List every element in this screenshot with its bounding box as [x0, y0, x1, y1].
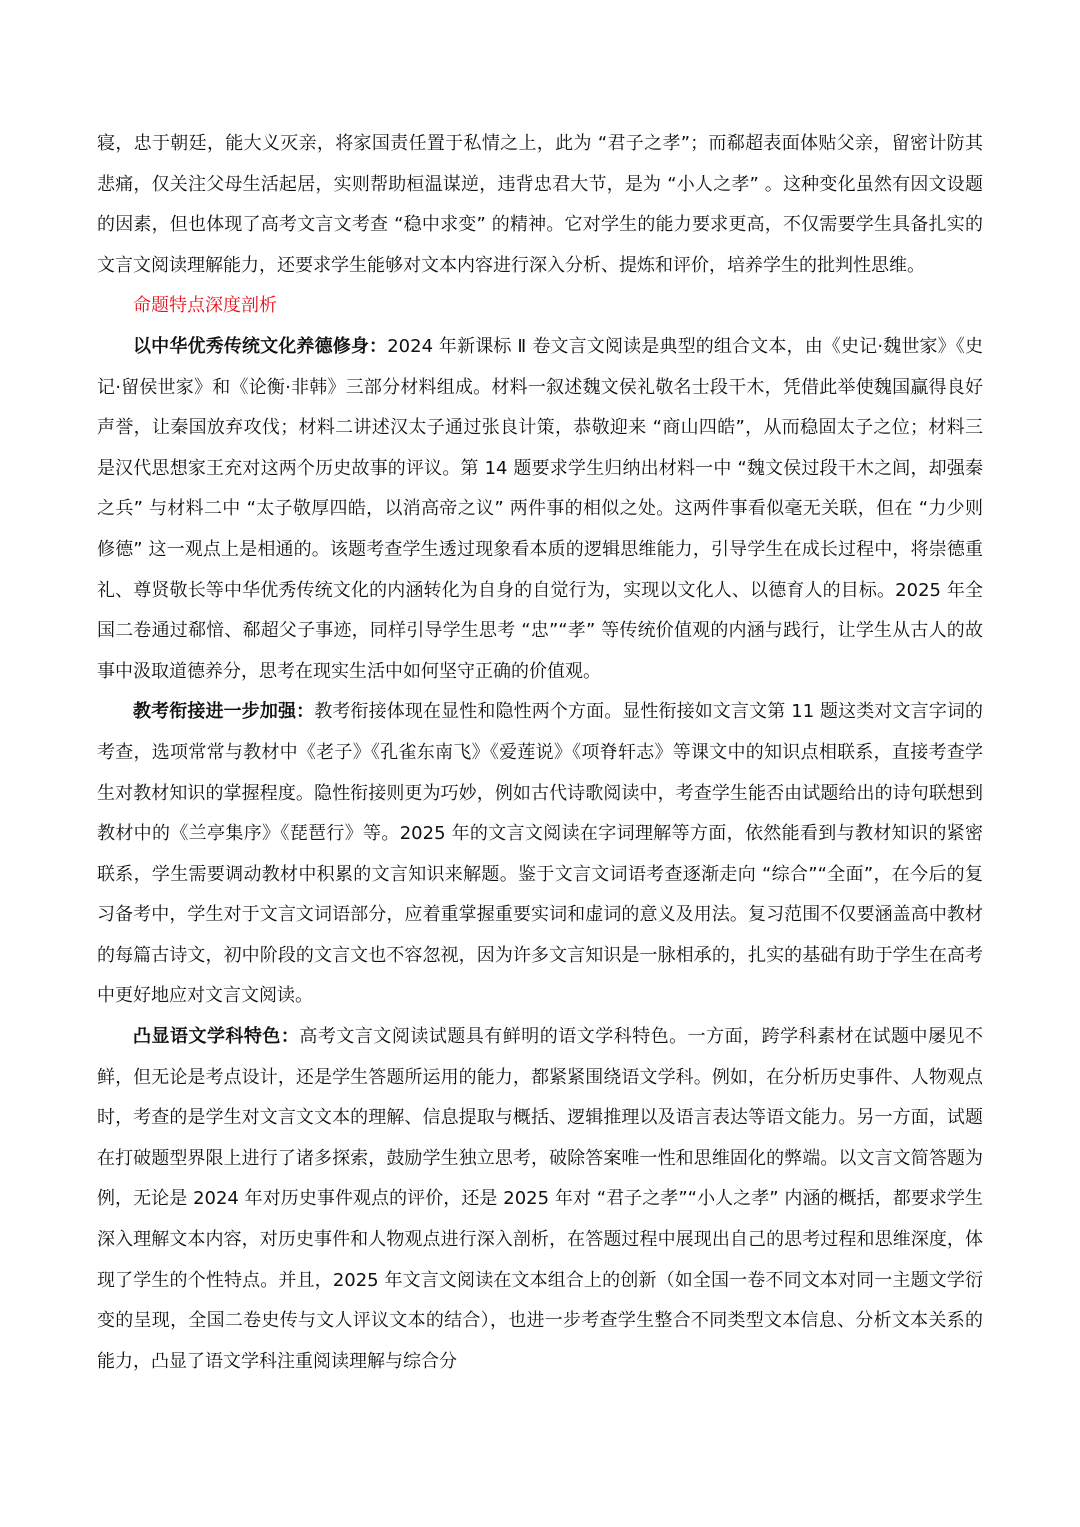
paragraph-teaching-exam: [97, 692, 983, 1017]
paragraph-culture: [97, 327, 983, 692]
paragraph-text: 教考衔接体现在显性和隐性两个方面。显性衔接如文言文第 11 题这类对文言字词的考查，选项常常与教材中《老子》《孔雀东南飞》《爱莲说》《项脊轩志》等课文中的知识点相联系，直接考查学生对教材知识的掌握程度。隐性衔接则更为巧妙，例如古代诗歌阅读中，考查学生能否由试题给出的诗句联想到教材中的《兰亭集序》《琵琶行》等。2025 年的文言文阅读在字词理解等方面，依然能看到与教材知识的紧密联系，学生需要调动教材中积累的文言知识来解题。鉴于文言文词语考查逐渐走向 “综合”“全面”，在今后的复习备考中，学生对于文言文词语部分，应着重掌握重要实词和虚词的意义及用法。复习范围不仅要涵盖高中教材的每篇古诗文，初中阶段的文言文也不容忽视，因为许多文言知识是一脉相承的，扎实的基础有助于学生在高考中更好地应对文言文阅读。: [97, 701, 983, 1007]
section-heading: 命题特点深度剖析: [133, 295, 277, 317]
paragraph-text: 高考文言文阅读试题具有鲜明的语文学科特色。一方面，跨学科素材在试题中屡见不鲜，但无论是考点设计，还是学生答题所运用的能力，都紧紧围绕语文学科。例如，在分析历史事件、人物观点时，考查的是学生对文言文文本的理解、信息提取与概括、逻辑推理以及语言表达等语文能力。另一方面，试题在打破题型界限上进行了诸多探索，鼓励学生独立思考，破除答案唯一性和思维固化的弊端。以文言文简答题为例，无论是 2024 年对历史事件观点的评价，还是 2025 年对 “君子之孝”“小人之孝” 内涵的概括，都要求学生深入理解文本内容，对历史事件和人物观点进行深入剖析，在答题过程中展现出自己的思考过程和思维深度，体现了学生的个性特点。并且，2025 年文言文阅读在文本组合上的创新（如全国一卷不同文本对同一主题文学衍变的呈现，全国二卷史传与文人评议文本的结合），也进一步考查学生整合不同类型文本信息、分析文本关系的能力，凸显了语文学科注重阅读理解与综合分: [97, 1026, 984, 1372]
paragraph-lead: 以中华优秀传统文化养德修身：: [133, 335, 388, 357]
intro-paragraph: 寝，忠于朝廷，能大义灭亲，将家国责任置于私情之上，此为 “君子之孝”；而郗超表面体贴父亲，留密计防其悲痛，仅关注父母生活起居，实则帮助桓温谋逆，违背忠君大节，是为 “小人之孝” 。这种变化虽然有因文设题的因素，但也体现了高考文言文考查 “稳中求变” 的精神。它对学生的能力要求更高，不仅需要学生具备扎实的文言文阅读理解能力，还要求学生能够对文本内容进行深入分析、提炼和评价，培养学生的批判性思维。: [97, 133, 983, 276]
text-column: [97, 124, 983, 1382]
paragraph-lead: 凸显语文学科特色：: [133, 1026, 300, 1048]
paragraph-lead: 教考衔接进一步加强：: [133, 701, 315, 723]
paragraph-text: 2024 年新课标 Ⅱ 卷文言文阅读是典型的组合文本，由《史记·魏世家》《史记·留侯世家》和《论衡·非韩》三部分材料组成。材料一叙述魏文侯礼敬名士段干木，凭借此举使魏国赢得良好声誉，让秦国放弃攻伐；材料二讲述汉太子通过张良计策，恭敬迎来 “商山四皓”，从而稳固太子之位；材料三是汉代思想家王充对这两个历史故事的评议。第 14 题要求学生归纳出材料一中 “魏文侯过段干木之闾，却强秦之兵” 与材料二中 “太子敬厚四皓，以消高帝之议” 两件事的相似之处。这两件事看似毫无关联，但在 “力少则修德” 这一观点上是相通的。该题考查学生透过现象看本质的逻辑思维能力，引导学生在成长过程中，将崇德重礼、尊贤敬长等中华优秀传统文化的内涵转化为自身的自觉行为，实现以文化人、以德育人的目标。2025 年全国二卷通过郗愔、郗超父子事迹，同样引导学生思考 “忠”“孝” 等传统价值观的内涵与践行，让学生从古人的故事中汲取道德养分，思考在现实生活中如何坚守正确的价值观。: [97, 335, 983, 682]
paragraph-subject-feature: [97, 1017, 983, 1382]
